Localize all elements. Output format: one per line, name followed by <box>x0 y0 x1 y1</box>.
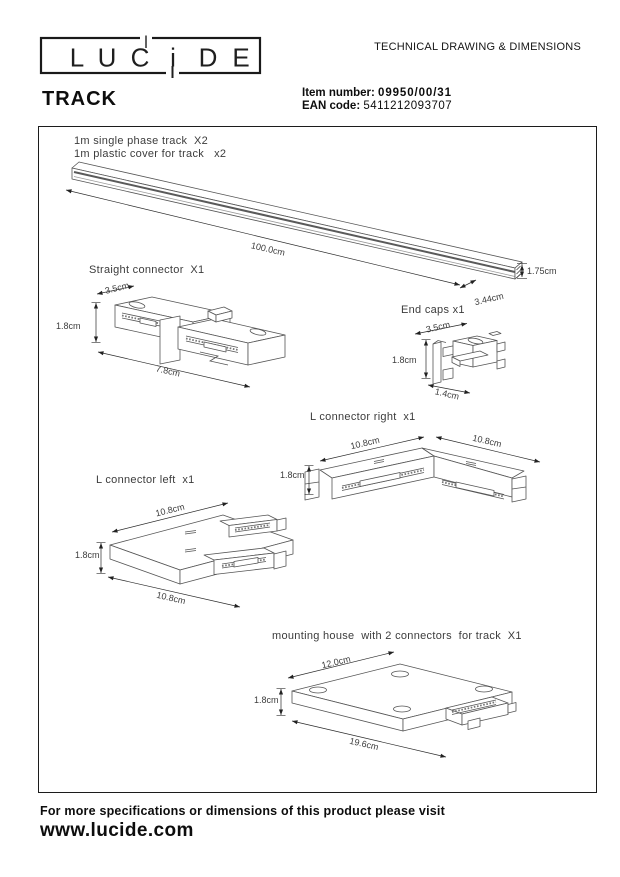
straight-connector-drawing <box>92 286 286 387</box>
l-connector-left-bottom-dimension: 10.8cm <box>155 589 187 607</box>
ean-code-value: 5411212093707 <box>363 100 453 112</box>
mounting-house-top-dimension: 12.0cm <box>320 653 352 671</box>
track-height-dimension: 1.75cm <box>527 266 557 276</box>
item-number-value: 09950/00/31 <box>378 87 452 99</box>
end-caps-length-dimension: 1.4cm <box>433 386 461 402</box>
end-caps-depth-dimension: 3.5cm <box>424 319 452 335</box>
ean-code-label: EAN code: <box>302 100 361 112</box>
straight-connector-length-dimension: 7.8cm <box>154 363 182 379</box>
end-caps-height-dimension: 1.8cm <box>392 355 417 365</box>
l-connector-left-label: L connector left x1 <box>96 474 195 486</box>
footer-note: For more specifications or dimensions of this product please visit <box>40 804 445 818</box>
straight-connector-label: Straight connector X1 <box>89 264 205 276</box>
logo-letter-l: L <box>69 42 85 73</box>
logo-letter-u: U <box>97 42 117 73</box>
document-type-heading: TECHNICAL DRAWING & DIMENSIONS <box>374 41 581 53</box>
track-label-line2: 1m plastic cover for track x2 <box>74 148 227 160</box>
l-connector-right-right-arm-dimension: 10.8cm <box>471 432 503 450</box>
l-connector-right-label: L connector right x1 <box>310 411 416 423</box>
logo-letter-e: E <box>232 42 250 73</box>
straight-connector-depth-dimension: 3.5cm <box>103 280 131 296</box>
l-connector-left-height-dimension: 1.8cm <box>75 550 100 560</box>
logo-letter-c: C <box>130 42 150 73</box>
track-length-dimension: 100.0cm <box>250 240 286 258</box>
mounting-house-bottom-dimension: 19.6cm <box>348 735 380 753</box>
product-title: TRACK <box>42 88 117 110</box>
item-number-label: Item number: <box>302 87 375 99</box>
website-link[interactable]: www.lucide.com <box>40 820 194 841</box>
end-caps-label: End caps x1 <box>401 304 465 316</box>
straight-connector-height-dimension: 1.8cm <box>56 321 81 331</box>
mounting-house-drawing <box>277 652 517 757</box>
l-connector-right-height-dimension: 1.8cm <box>280 470 305 480</box>
track-label-line1: 1m single phase track X2 <box>74 135 209 147</box>
track-depth-dimension: 3.44cm <box>473 290 505 308</box>
l-connector-left-top-dimension: 10.8cm <box>154 501 186 519</box>
logo-letter-i: i <box>170 42 176 73</box>
l-connector-right-left-arm-dimension: 10.8cm <box>349 434 381 452</box>
l-connector-left-drawing <box>97 503 294 607</box>
mounting-house-label: mounting house with 2 connectors for track X1 <box>272 630 522 642</box>
mounting-house-height-dimension: 1.8cm <box>254 695 279 705</box>
logo-letter-d: D <box>198 42 218 73</box>
l-connector-right-drawing <box>305 434 541 502</box>
